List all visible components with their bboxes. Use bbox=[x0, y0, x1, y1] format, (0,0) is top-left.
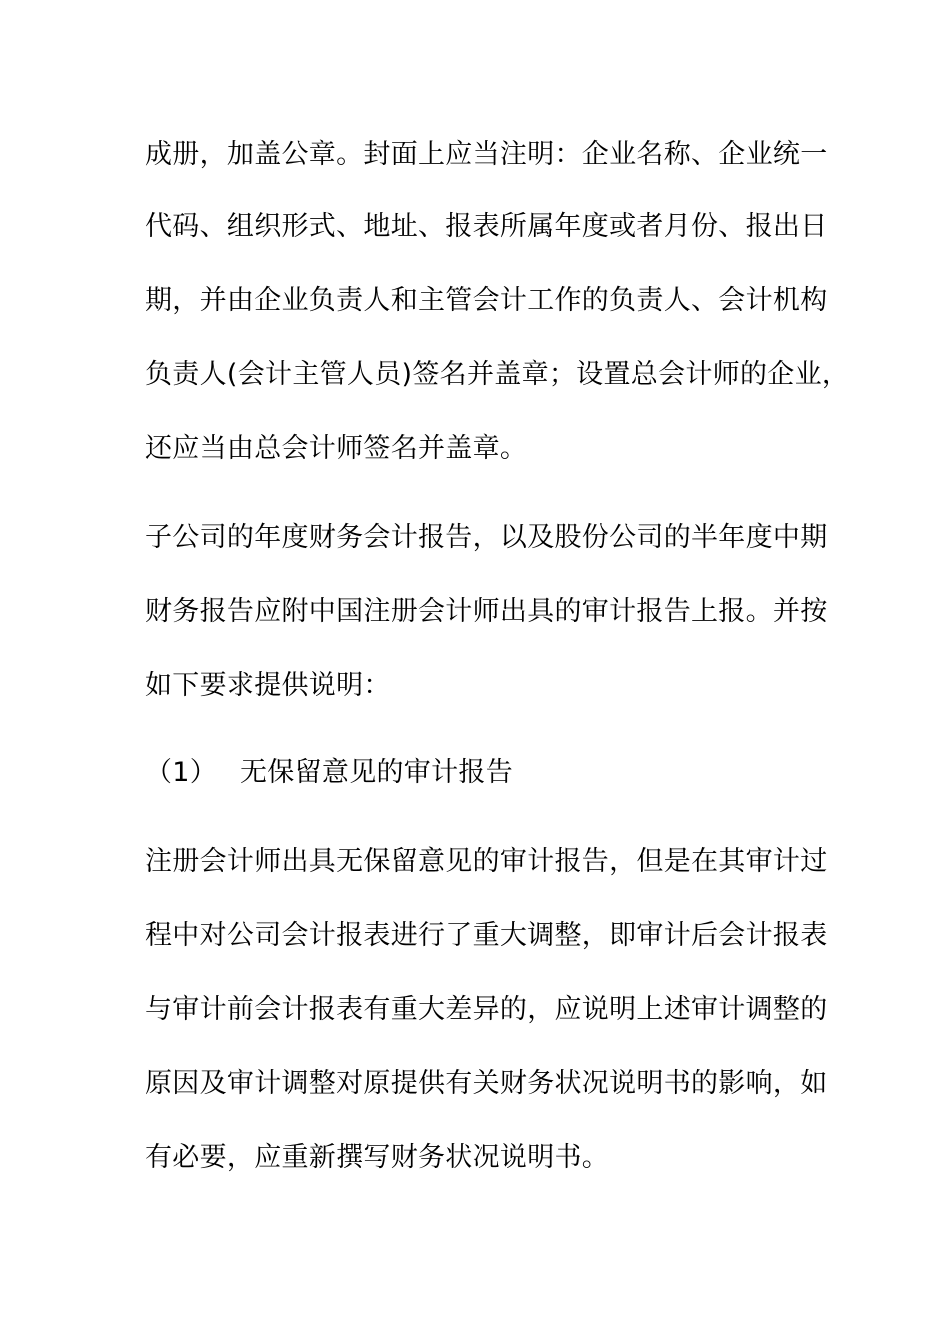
paragraph-line: 代码、组织形式、地址、报表所属年度或者月份、报出日 bbox=[145, 211, 828, 242]
section-heading bbox=[145, 753, 825, 793]
paragraph-line: 有必要，应重新撰写财务状况说明书。 bbox=[145, 1142, 610, 1173]
paragraph-line: 子公司的年度财务会计报告，以及股份公司的半年度中期 bbox=[145, 522, 828, 553]
paragraph-line: 原因及审计调整对原提供有关财务状况说明书的影响，如 bbox=[145, 1068, 828, 1099]
paragraph-line: 负责人(会计主管人员)签名并盖章；设置总会计师的企业， bbox=[145, 359, 850, 390]
paragraph-line: 成册，加盖公章。封面上应当注明：企业名称、企业统一 bbox=[145, 139, 828, 170]
heading-number: （1） bbox=[145, 757, 218, 788]
paragraph-line: 还应当由总会计师签名并盖章。 bbox=[145, 433, 528, 464]
paragraph-line: 注册会计师出具无保留意见的审计报告，但是在其审计过 bbox=[145, 846, 828, 877]
paragraph-line: 期，并由企业负责人和主管会计工作的负责人、会计机构 bbox=[145, 285, 828, 316]
paragraph-line: 程中对公司会计报表进行了重大调整，即审计后会计报表 bbox=[145, 920, 828, 951]
heading-text: 无保留意见的审计报告 bbox=[240, 757, 513, 788]
paragraph-line: 如下要求提供说明： bbox=[145, 670, 391, 701]
paragraph-line: 财务报告应附中国注册会计师出具的审计报告上报。并按 bbox=[145, 596, 828, 627]
paragraph-line: 与审计前会计报表有重大差异的，应说明上述审计调整的 bbox=[145, 994, 828, 1025]
